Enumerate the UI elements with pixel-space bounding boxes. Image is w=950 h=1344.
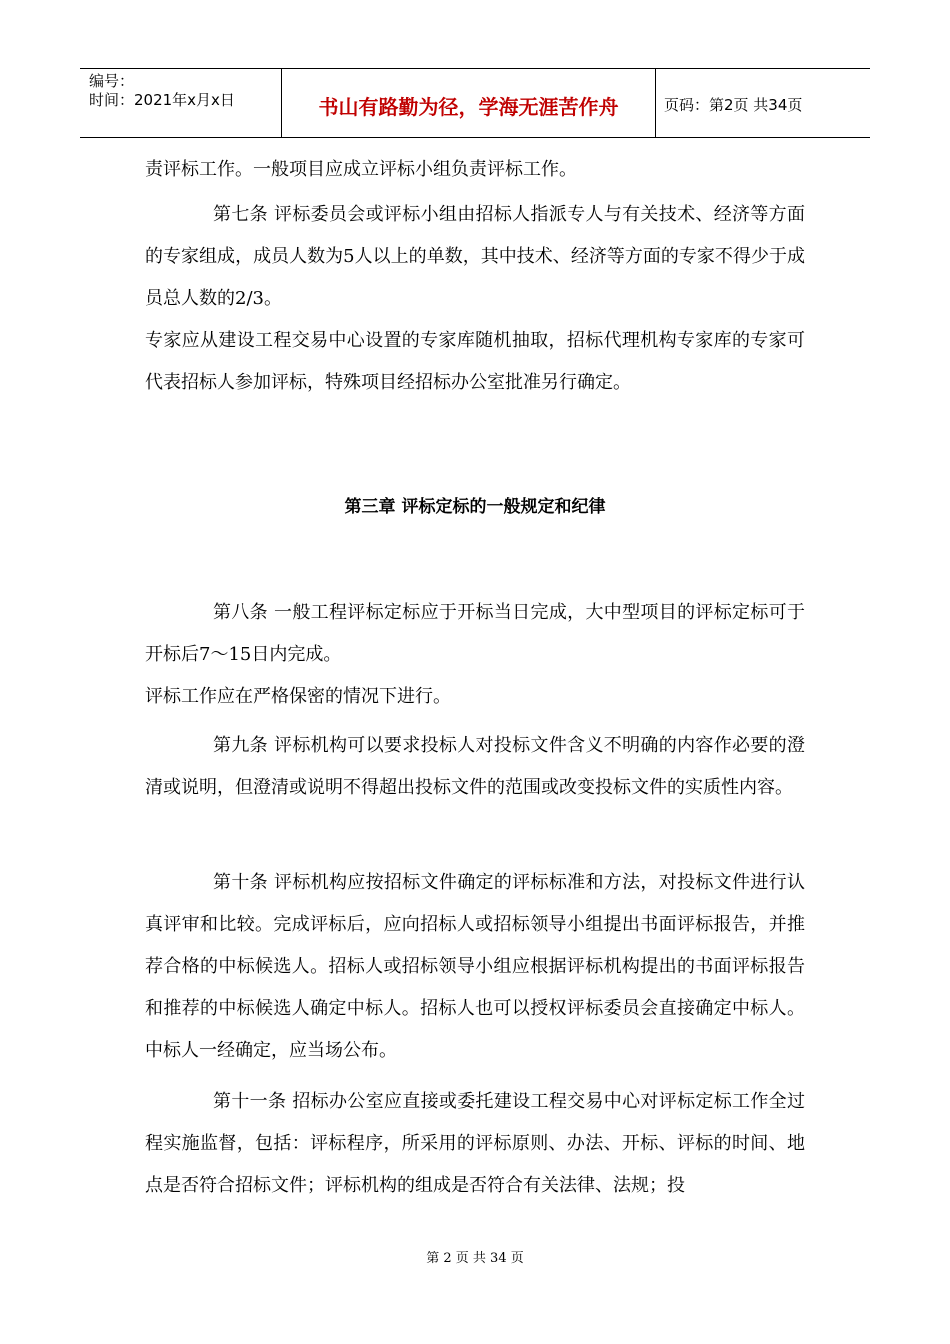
paragraph-continuation: 责评标工作。一般项目应成立评标小组负责评标工作。 [145, 159, 577, 180]
paragraph-article-9: 第九条 评标机构可以要求投标人对投标文件含义不明确的内容作必要的澄清或说明，但澄清或说明不得超出投标文件的范围或改变投标文件的实质性内容。 [145, 735, 805, 798]
page-footer: 第 2 页 共 34 页 [426, 1251, 524, 1266]
header-page-info: 页码：第2页 共34页 [664, 95, 803, 114]
chapter-title: 第三章 评标定标的一般规定和纪律 [344, 497, 606, 517]
header-meta [80, 69, 282, 137]
paragraph-article-8: 第八条 一般工程评标定标应于开标当日完成，大中型项目的评标定标可于开标后7～15日内完成。 [145, 602, 805, 665]
header-motto: 书山有路勤为径，学海无涯苦作舟 [282, 69, 656, 137]
paragraph-expert-selection: 专家应从建设工程交易中心设置的专家库随机抽取，招标代理机构专家库的专家可代表招标人参加评标，特殊项目经招标办公室批准另行确定。 [145, 330, 805, 393]
document-date: 时间：2021年x月x日 [89, 91, 235, 109]
paragraph-article-7: 第七条 评标委员会或评标小组由招标人指派专人与有关技术、经济等方面的专家组成，成员人数为5人以上的单数，其中技术、经济等方面的专家不得少于成员总人数的2/3。 [145, 204, 805, 309]
paragraph-article-11: 第十一条 招标办公室应直接或委托建设工程交易中心对评标定标工作全过程实施监督，包括：评标程序，所采用的评标原则、办法、开标、评标的时间、地点是否符合招标文件；评标机构的组成是否符合有关法律、法规；投 [145, 1091, 805, 1196]
document-header [80, 68, 870, 138]
paragraph-article-10: 第十条 评标机构应按招标文件确定的评标标准和方法，对投标文件进行认真评审和比较。完成评标后，应向招标人或招标领导小组提出书面评标报告，并推荐合格的中标候选人。招标人或招标领导小组应根据评标机构提出的书面评标报告和推荐的中标候选人确定中标人。招标人也可以授权评标委员会直接确定中标人。中标人一经确定，应当场公布。 [145, 872, 805, 1061]
paragraph-confidentiality: 评标工作应在严格保密的情况下进行。 [145, 686, 451, 707]
document-number-label: 编号： [89, 72, 135, 90]
